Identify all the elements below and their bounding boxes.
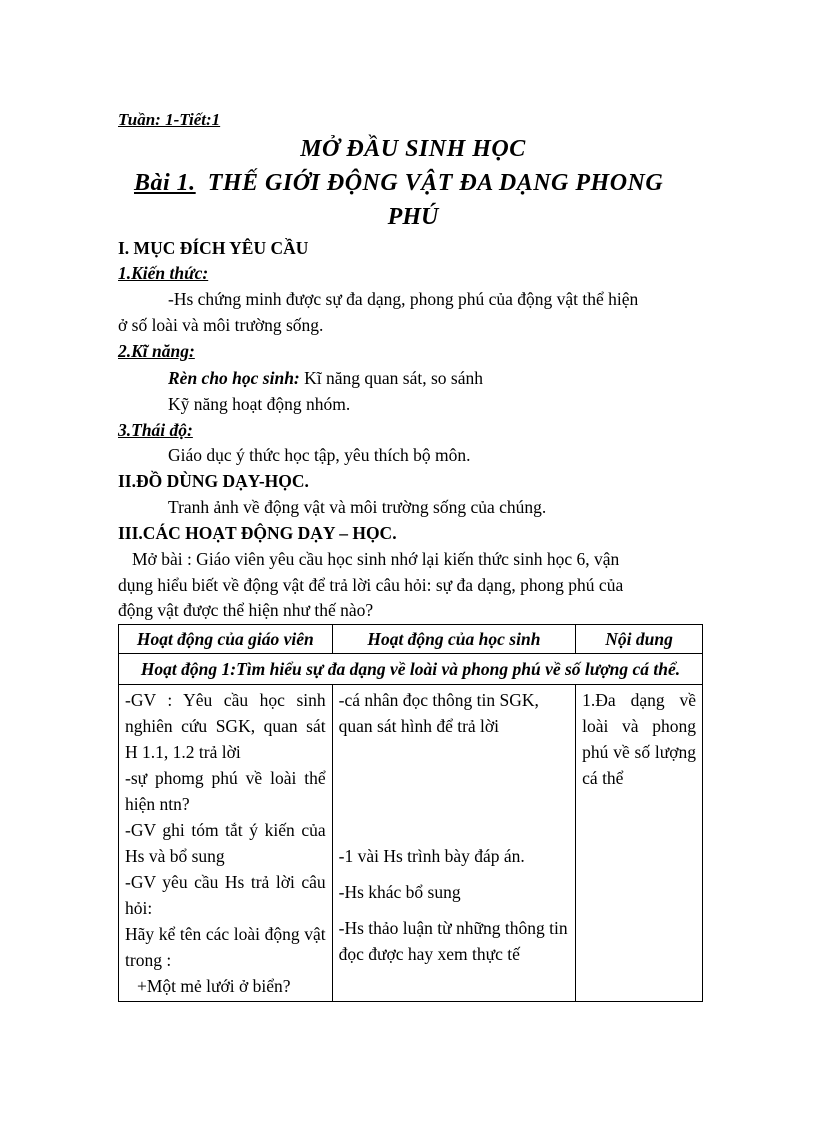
teacher-item: Hãy kể tên các loài động vật trong : (125, 924, 326, 970)
activity-title: Hoạt động 1:Tìm hiểu sự đa dạng về loài và phong phú về số lượng cá thể. (119, 654, 703, 685)
teacher-item: +Một mẻ lưới ở biển? (137, 976, 291, 996)
lesson-title-line-1: THẾ GIỚI ĐỘNG VẬT ĐA DẠNG PHONG (207, 170, 664, 196)
skills-text-1: Rèn cho học sinh: Kĩ năng quan sát, so sánh (168, 368, 484, 388)
table-row (119, 685, 703, 1002)
teacher-item: -sự phomg phú về loài thể hiện ntn? (125, 768, 326, 814)
header-content: Nội dung (576, 625, 703, 654)
student-item: -cá nhân đọc thông tin SGK, quan sát hình để trả lời (338, 690, 539, 736)
header-teacher: Hoạt động của giáo viên (119, 625, 333, 654)
section-2-text: Tranh ảnh về động vật và môi trường sống của chúng. (168, 497, 547, 517)
knowledge-text-1: -Hs chứng minh được sự đa dạng, phong phú của động vật thể hiện (168, 289, 639, 309)
knowledge-label: 1.Kiến thức: (118, 263, 209, 283)
skills-label: 2.Kĩ năng: (118, 341, 195, 361)
attitude-label: 3.Thái độ: (118, 420, 193, 440)
skills-lead: Rèn cho học sinh: (168, 368, 300, 388)
activity-table (118, 624, 703, 1002)
activity-title-row (119, 654, 703, 685)
lesson-title-line-2: PHÚ (387, 204, 439, 230)
intro-line-2: dụng hiểu biết về động vật để trả lời câu hỏi: sự đa dạng, phong phú của (118, 575, 624, 595)
teacher-item: -GV ghi tóm tắt ý kiến của Hs và bổ sung (125, 820, 326, 866)
intro-line-3: động vật được thể hiện như thế nào? (118, 600, 374, 620)
section-2-heading: II.ĐỒ DÙNG DẠY-HỌC. (118, 471, 309, 491)
week-label: Tuần: 1-Tiết:1 (118, 110, 221, 129)
main-title: MỞ ĐẦU SINH HỌC (300, 136, 526, 162)
section-1-heading: I. MỤC ĐÍCH YÊU CẦU (118, 238, 309, 258)
content-cell: 1.Đa dạng về loài và phong phú về số lượng cá thể (576, 685, 703, 1002)
student-item: -Hs thảo luận từ những thông tin đọc được hay xem thực tế (338, 918, 568, 964)
knowledge-text-2: ở số loài và môi trường sống. (118, 315, 324, 335)
skills-text-2: Kỹ năng hoạt động nhóm. (168, 394, 351, 414)
student-item: -1 vài Hs trình bày đáp án. (338, 846, 525, 866)
intro-line-1: Mở bài : Giáo viên yêu cầu học sinh nhớ lại kiến thức sinh học 6, vận (132, 549, 620, 569)
header-student: Hoạt động của học sinh (332, 625, 576, 654)
teacher-item: -GV : Yêu cầu học sinh nghiên cứu SGK, quan sát H 1.1, 1.2 trả lời (125, 690, 326, 762)
table-header-row (119, 625, 703, 654)
teacher-cell (119, 685, 333, 1002)
lesson-title (134, 168, 663, 198)
attitude-text: Giáo dục ý thức học tập, yêu thích bộ môn. (168, 445, 471, 465)
teacher-item: -GV yêu cầu Hs trả lời câu hỏi: (125, 872, 326, 918)
student-item: -Hs khác bổ sung (338, 882, 461, 902)
student-cell (332, 685, 576, 1002)
lesson-number: Bài 1. (134, 170, 196, 196)
section-3-heading: III.CÁC HOẠT ĐỘNG DẠY – HỌC. (118, 523, 397, 543)
